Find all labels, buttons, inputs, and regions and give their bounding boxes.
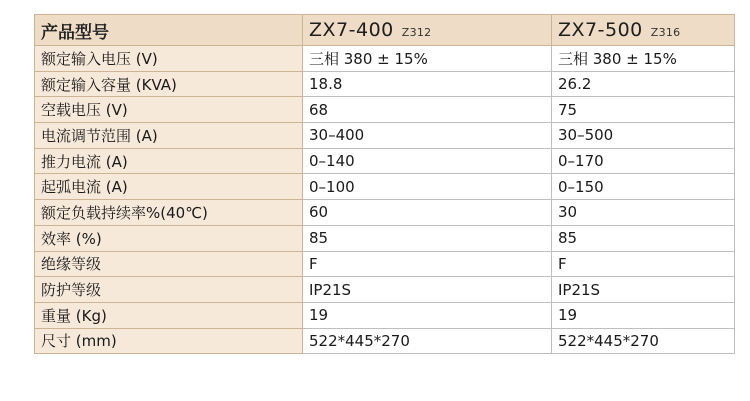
value-cell: 522*445*270 xyxy=(552,328,735,354)
value-cell: IP21S xyxy=(552,277,735,303)
param-cell: 额定输入容量 (KVA) xyxy=(35,71,303,97)
value-cell: 0–170 xyxy=(552,148,735,174)
table-row xyxy=(35,277,735,303)
table-row xyxy=(35,123,735,149)
table-row xyxy=(35,328,735,354)
param-cell: 空载电压 (V) xyxy=(35,97,303,123)
model-name: ZX7-500 xyxy=(558,19,643,41)
value-cell: 30–500 xyxy=(552,123,735,149)
table-row xyxy=(35,251,735,277)
value-cell: F xyxy=(552,251,735,277)
param-cell: 额定输入电压 (V) xyxy=(35,46,303,72)
value-cell: 85 xyxy=(552,225,735,251)
param-cell: 绝缘等级 xyxy=(35,251,303,277)
table-row xyxy=(35,225,735,251)
spec-table xyxy=(34,14,735,354)
value-cell: 75 xyxy=(552,97,735,123)
header-cell-label xyxy=(35,15,303,46)
param-cell: 额定负载持续率%(40℃) xyxy=(35,200,303,226)
value-cell: 85 xyxy=(303,225,552,251)
value-cell: 18.8 xyxy=(303,71,552,97)
table-row xyxy=(35,71,735,97)
table-row xyxy=(35,200,735,226)
value-cell: 0–100 xyxy=(303,174,552,200)
value-cell: 60 xyxy=(303,200,552,226)
value-cell: 68 xyxy=(303,97,552,123)
header-label: 产品型号 xyxy=(41,22,109,43)
value-cell: 19 xyxy=(303,302,552,328)
value-cell: 30 xyxy=(552,200,735,226)
table-row xyxy=(35,302,735,328)
value-cell: 三相 380 ± 15% xyxy=(303,46,552,72)
param-cell: 效率 (%) xyxy=(35,225,303,251)
table-row xyxy=(35,148,735,174)
model-code: Z312 xyxy=(401,26,432,39)
value-cell: F xyxy=(303,251,552,277)
value-cell: 三相 380 ± 15% xyxy=(552,46,735,72)
model-code: Z316 xyxy=(650,26,681,39)
value-cell: 0–150 xyxy=(552,174,735,200)
param-cell: 推力电流 (A) xyxy=(35,148,303,174)
value-cell: 26.2 xyxy=(552,71,735,97)
header-cell-model-1 xyxy=(303,15,552,46)
value-cell: 30–400 xyxy=(303,123,552,149)
table-header-row xyxy=(35,15,735,46)
model-name: ZX7-400 xyxy=(309,19,394,41)
param-cell: 起弧电流 (A) xyxy=(35,174,303,200)
value-cell: 522*445*270 xyxy=(303,328,552,354)
table-row xyxy=(35,46,735,72)
value-cell: 19 xyxy=(552,302,735,328)
table-row xyxy=(35,174,735,200)
param-cell: 尺寸 (mm) xyxy=(35,328,303,354)
value-cell: IP21S xyxy=(303,277,552,303)
param-cell: 电流调节范围 (A) xyxy=(35,123,303,149)
param-cell: 重量 (Kg) xyxy=(35,302,303,328)
table-row xyxy=(35,97,735,123)
header-cell-model-2 xyxy=(552,15,735,46)
param-cell: 防护等级 xyxy=(35,277,303,303)
value-cell: 0–140 xyxy=(303,148,552,174)
